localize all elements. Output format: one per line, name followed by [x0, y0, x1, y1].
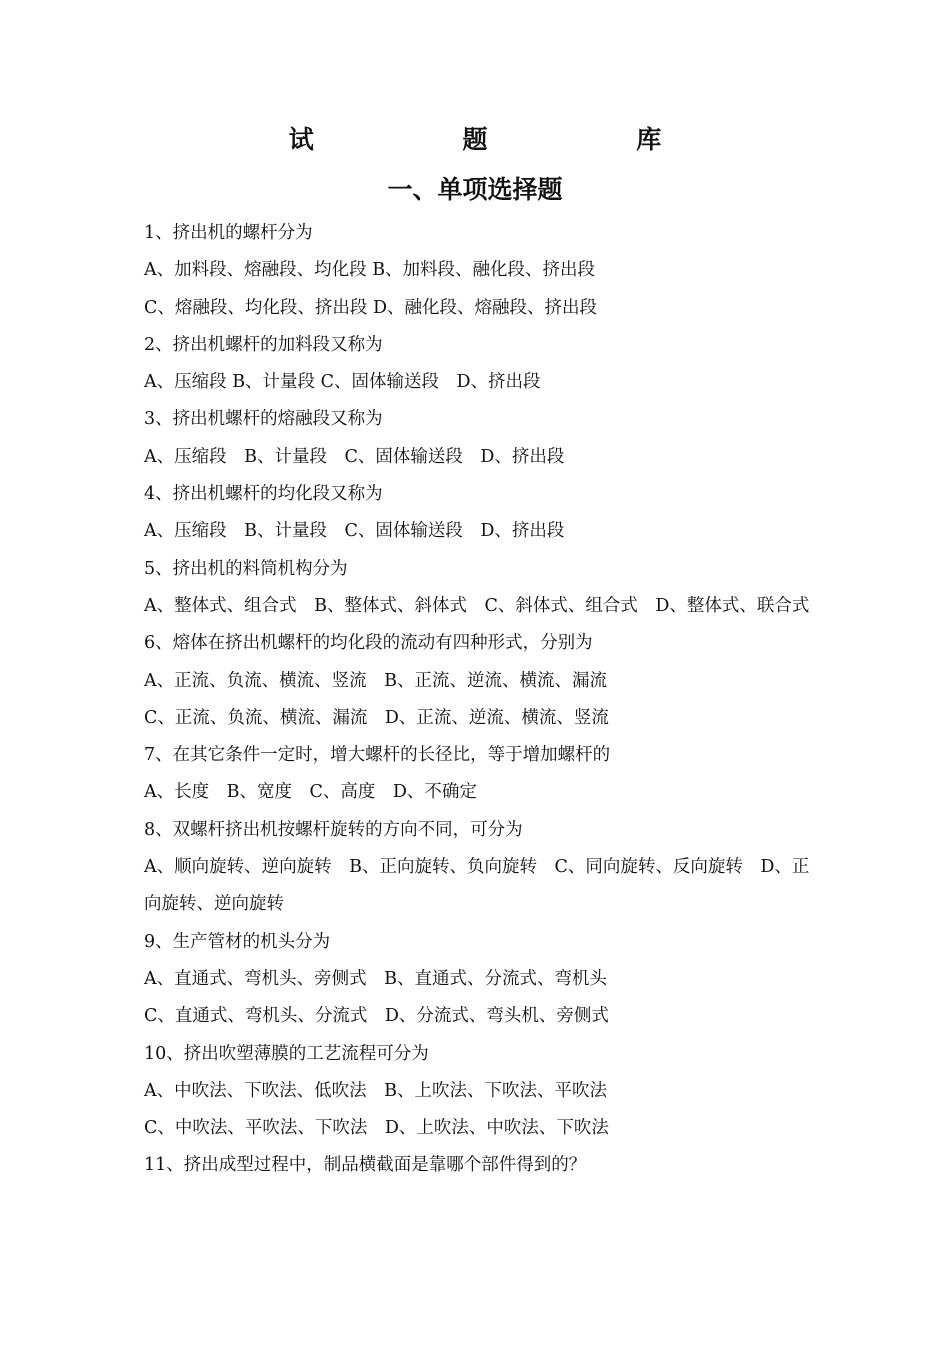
question-list	[144, 215, 819, 1185]
section-title: 一、单项选择题	[387, 175, 563, 204]
question-10-options-cd: C、中吹法、平吹法、下吹法 D、上吹法、中吹法、下吹法	[144, 1118, 609, 1139]
question-11-stem: 11、挤出成型过程中，制品横截面是靠哪个部件得到的？	[144, 1155, 587, 1176]
question-10-options-ab: A、中吹法、下吹法、低吹法 B、上吹法、下吹法、平吹法	[144, 1080, 607, 1101]
question-9-options-ab: A、直通式、弯机头、旁侧式 B、直通式、分流式、弯机头	[144, 968, 607, 989]
question-6-stem: 6、熔体在挤出机螺杆的均化段的流动有四种形式，分别为	[144, 633, 593, 654]
question-1-stem: 1、挤出机的螺杆分为	[144, 223, 313, 243]
question-1-options-ab: A、加料段、熔融段、均化段 B、加料段、融化段、挤出段	[144, 260, 596, 281]
question-10-stem: 10、挤出吹塑薄膜的工艺流程可分为	[144, 1043, 429, 1064]
question-1-options-cd: C、熔融段、均化段、挤出段 D、融化段、熔融段、挤出段	[144, 297, 597, 318]
question-9-stem: 9、生产管材的机头分为	[144, 931, 331, 952]
question-6-options-ab: A、正流、负流、横流、竖流 B、正流、逆流、横流、漏流	[144, 670, 607, 691]
question-4-stem: 4、挤出机螺杆的均化段又称为	[144, 484, 383, 505]
question-8-options: A、顺向旋转、逆向旋转 B、正向旋转、负向旋转 C、同向旋转、反向旋转 D、正向旋转、逆向旋转	[144, 857, 810, 915]
question-7-options: A、长度 B、宽度 C、高度 D、不确定	[144, 782, 477, 803]
document-title: 试 题 库	[288, 125, 732, 154]
question-9-options-cd: C、直通式、弯机头、分流式 D、分流式、弯头机、旁侧式	[144, 1006, 609, 1027]
question-5-stem: 5、挤出机的料筒机构分为	[144, 558, 348, 579]
question-8-stem: 8、双螺杆挤出机按螺杆旋转的方向不同，可分为	[144, 819, 523, 840]
question-3-stem: 3、挤出机螺杆的熔融段又称为	[144, 409, 383, 430]
question-2-stem: 2、挤出机螺杆的加料段又称为	[144, 334, 383, 355]
question-2-options: A、压缩段 B、计量段 C、固体输送段 D、挤出段	[144, 372, 541, 393]
question-7-stem: 7、在其它条件一定时，增大螺杆的长径比，等于增加螺杆的	[144, 745, 611, 766]
question-3-options: A、压缩段 B、计量段 C、固体输送段 D、挤出段	[144, 446, 565, 467]
question-4-options: A、压缩段 B、计量段 C、固体输送段 D、挤出段	[144, 521, 565, 542]
question-6-options-cd: C、正流、负流、横流、漏流 D、正流、逆流、横流、竖流	[144, 707, 609, 728]
question-5-options: A、整体式、组合式 B、整体式、斜体式 C、斜体式、组合式 D、整体式、联合式	[144, 595, 810, 616]
